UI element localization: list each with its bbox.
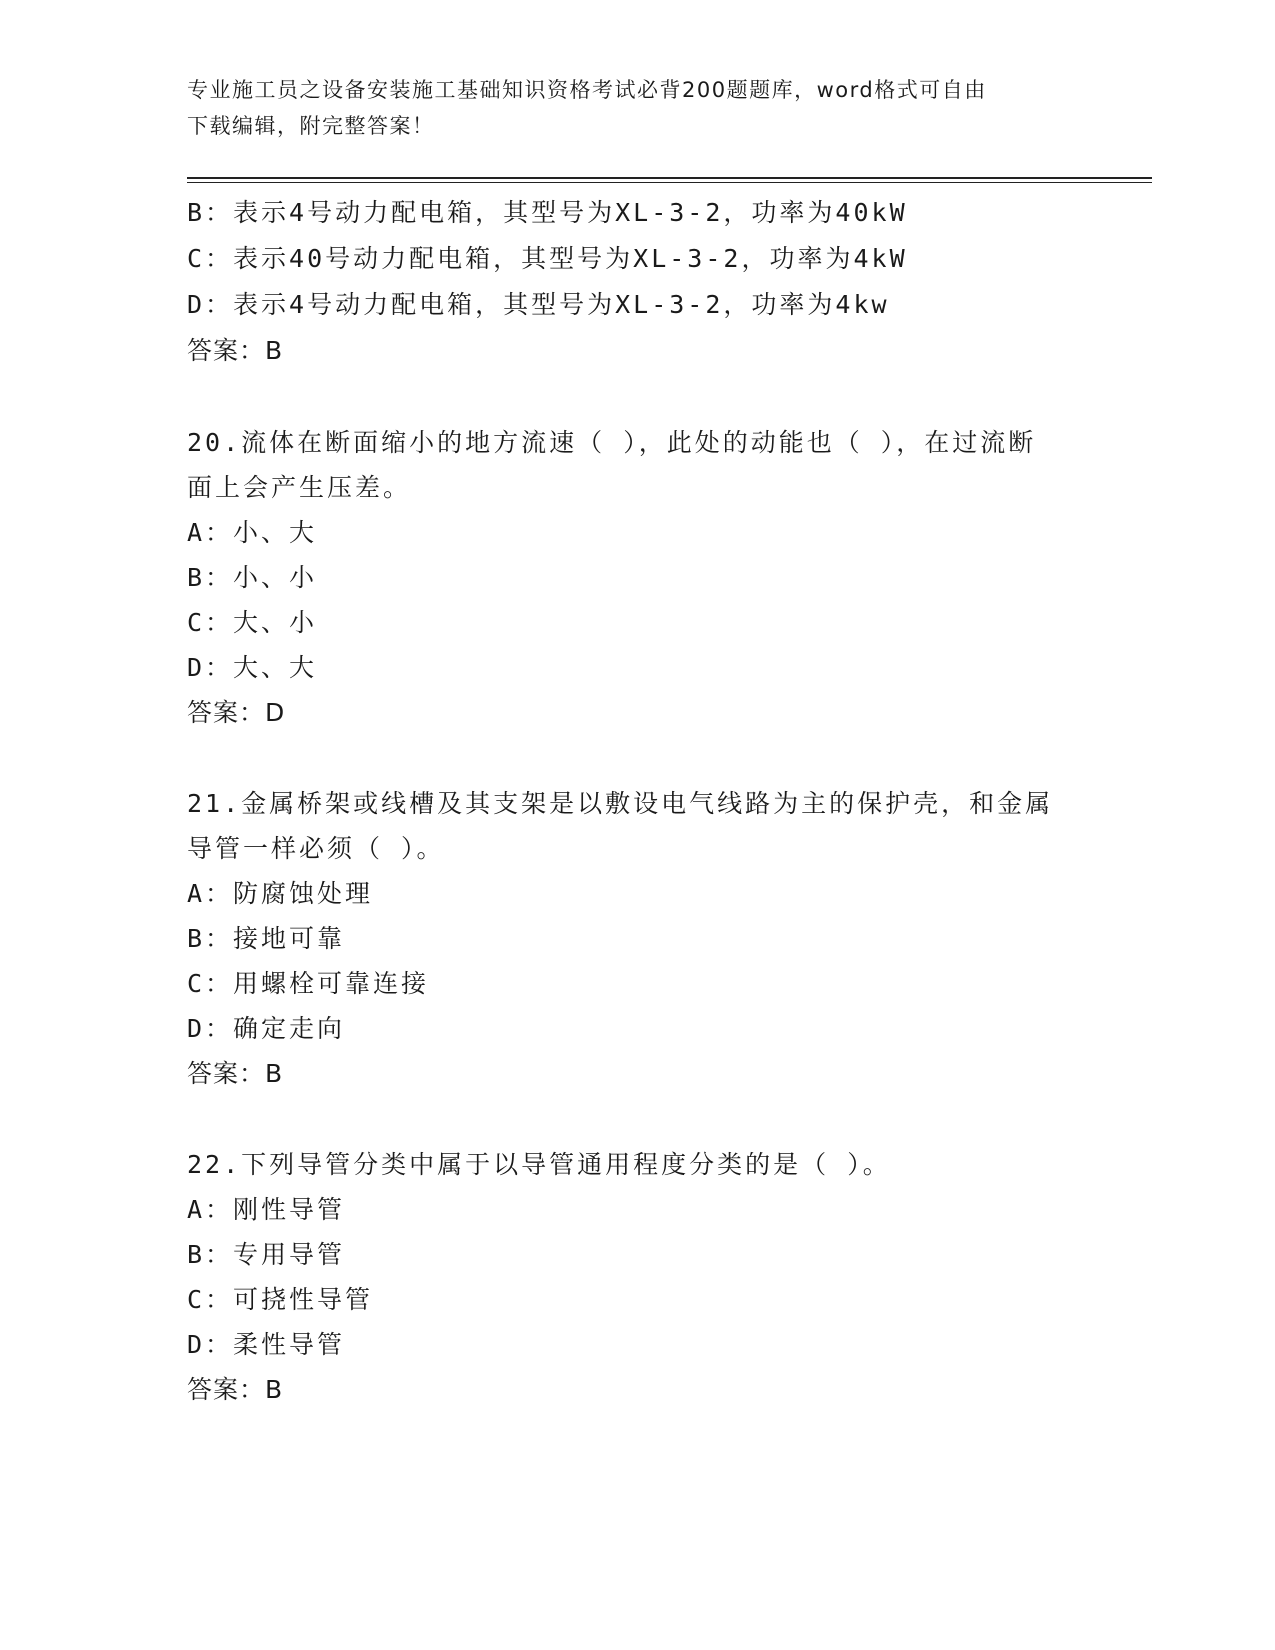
header-line-2: 下载编辑，附完整答案！ <box>187 114 435 138</box>
answer: 答案：D <box>187 698 286 727</box>
question-stem-line-1: 22.下列导管分类中属于以导管通用程度分类的是（ ）。 <box>187 1150 891 1179</box>
answer: 答案：B <box>187 1059 284 1088</box>
option-c: C：用螺栓可靠连接 <box>187 969 430 998</box>
option-d: D：表示4号动力配电箱，其型号为XL-3-2，功率为4kw <box>187 290 890 319</box>
option-b: B：小、小 <box>187 563 318 592</box>
question-21 <box>187 781 1087 1096</box>
option-b: B：接地可靠 <box>187 924 346 953</box>
option-c: C：大、小 <box>187 608 318 637</box>
option-a: A：防腐蚀处理 <box>187 879 374 908</box>
header-line-1: 专业施工员之设备安装施工基础知识资格考试必背200题题库，word格式可自由 <box>187 78 987 102</box>
option-d: D：柔性导管 <box>187 1330 346 1359</box>
header-divider-thick <box>187 177 1152 179</box>
question-20 <box>187 420 1087 735</box>
answer: 答案：B <box>187 336 284 365</box>
option-b: B：专用导管 <box>187 1240 346 1269</box>
option-d: D：确定走向 <box>187 1014 346 1043</box>
question-19 <box>187 190 1087 374</box>
question-stem-line-2: 导管一样必须（ ）。 <box>187 834 445 863</box>
option-a: A：小、大 <box>187 518 318 547</box>
option-c: C：可挠性导管 <box>187 1285 374 1314</box>
question-list <box>187 190 1087 1412</box>
option-c: C：表示40号动力配电箱，其型号为XL-3-2，功率为4kW <box>187 244 908 273</box>
question-22 <box>187 1142 1087 1412</box>
document-header <box>187 72 1067 144</box>
answer: 答案：B <box>187 1375 284 1404</box>
option-a: A：刚性导管 <box>187 1195 346 1224</box>
option-b: B：表示4号动力配电箱，其型号为XL-3-2，功率为40kW <box>187 198 908 227</box>
option-d: D：大、大 <box>187 653 318 682</box>
header-divider-thin <box>187 182 1152 183</box>
question-stem-line-1: 20.流体在断面缩小的地方流速（ ），此处的动能也（ ），在过流断 <box>187 428 1037 457</box>
question-stem-line-2: 面上会产生压差。 <box>187 473 412 502</box>
question-stem-line-1: 21.金属桥架或线槽及其支架是以敷设电气线路为主的保护壳，和金属 <box>187 789 1054 818</box>
